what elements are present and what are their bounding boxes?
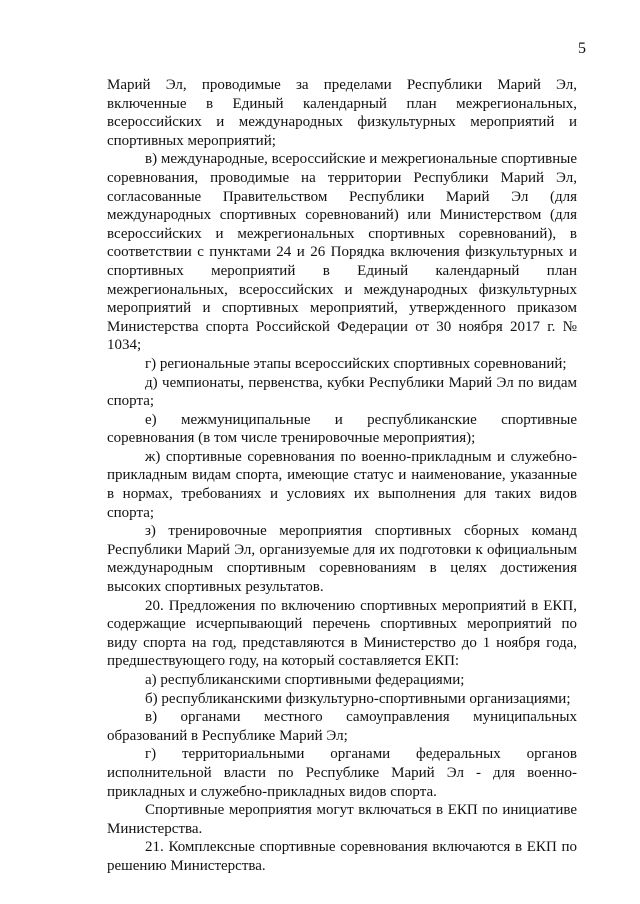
paragraph-continuation: Марий Эл, проводимые за пределами Республики Марий Эл, включенные в Единый календарный план межрегиональных, всероссийских и международных физкультурных мероприятий и спортивных мероприятий;	[107, 77, 577, 149]
paragraph-clause-20: 20. Предложения по включению спортивных мероприятий в ЕКП, содержащие исчерпывающий перечень спортивных мероприятий по виду спорта на год, представляются в Министерство до 1 ноября года, предшествующего году, на который составляется ЕКП:	[107, 597, 577, 670]
paragraph-clause-21: 21. Комплексные спортивные соревнования включаются в ЕКП по решению Министерства.	[107, 839, 577, 874]
paragraph-item-v: в) международные, всероссийские и межрегиональные спортивные соревнования, проводимые на территории Республики Марий Эл, согласованные Правительством Республики Марий Эл (для международных спортивных соревнований) или Министерством (для всероссийских и межрегиональных спортивных соревнований), в соответствии с пунктами 24 и 26 Порядка включения физкультурных и спортивных мероприятий в Единый календарный план межрегиональных, всероссийских и международных физкультурных мероприятий и спортивных мероприятий, утвержденного приказом Министерства спорта Российской Федерации от 30 ноября 2017 г. № 1034;	[107, 151, 577, 354]
paragraph-item-a: а) республиканскими спортивными федерациями;	[145, 672, 465, 688]
page-number: 5	[578, 40, 586, 57]
paragraph-item-v2: в) органами местного самоуправления муниципальных образований в Республике Марий Эл;	[107, 709, 577, 744]
paragraph-item-z: з) тренировочные мероприятия спортивных сборных команд Республики Марий Эл, организуемые для их подготовки к официальным международным спортивным соревнованиям в целях достижения высоких спортивных результатов.	[107, 523, 577, 596]
paragraph-item-e: е) межмуниципальные и республиканские спортивные соревнования (в том числе тренировочные мероприятия);	[107, 411, 577, 447]
paragraph-item-b: б) республиканскими физкультурно-спортивными организациями;	[145, 690, 571, 707]
paragraph-item-zh: ж) спортивные соревнования по военно-прикладным и служебно-прикладным видам спорта, имеющие статус и наименование, указанные в нормах, требованиях и условиях их выполнения для таких видов спорта;	[107, 448, 577, 521]
paragraph-initiative: Спортивные мероприятия могут включаться в ЕКП по инициативе Министерства.	[107, 802, 577, 837]
paragraph-item-g2: г) территориальными органами федеральных органов исполнительной власти по Республике Марий Эл - для военно-прикладных и служебно-прикладных видов спорта.	[107, 746, 577, 800]
paragraph-item-d: д) чемпионаты, первенства, кубки Республики Марий Эл по видам спорта;	[107, 374, 577, 410]
document-body	[107, 76, 577, 876]
paragraph-item-g: г) региональные этапы всероссийских спортивных соревнований;	[145, 355, 567, 372]
